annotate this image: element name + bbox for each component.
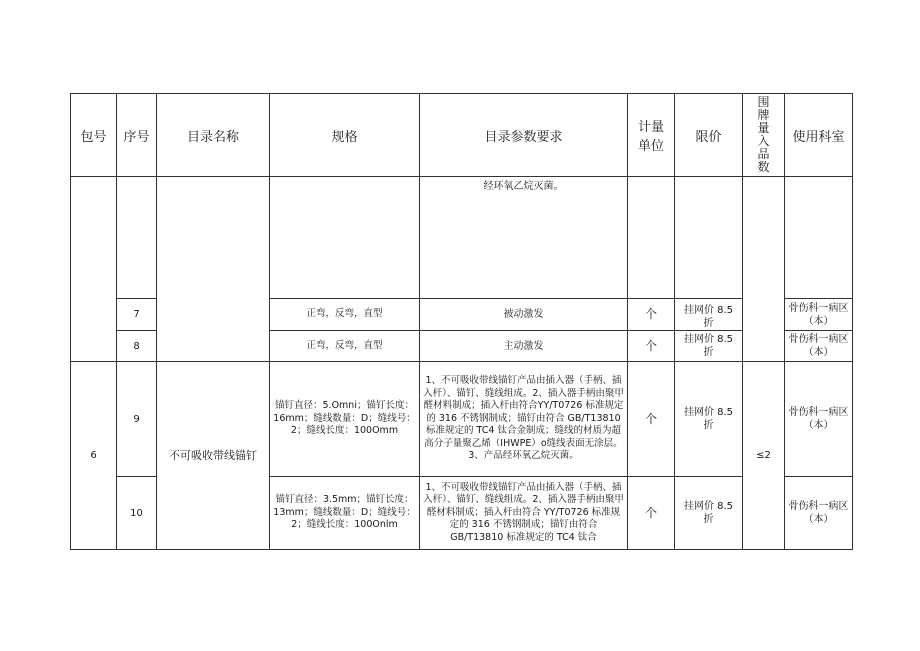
header-mulu-mingcheng: 目录名称 [157,94,270,177]
header-bao-hao: 包号 [71,94,117,177]
cell-seq: 9 [117,362,157,477]
cell-qty: ≤2 [743,362,785,550]
cell-params: 经环氧乙烷灭菌。 [420,177,628,299]
header-guige: 规格 [270,94,420,177]
cell-spec: 锚钉直径：5.Omni；锚钉长度：16mm；缝线数量：D；缝线号：2；缝线长度：100Omm [270,362,420,477]
cell-seq: 8 [117,331,157,362]
table-row-continuation [71,177,853,299]
cell-unit-empty [628,177,675,299]
table-row [71,362,853,477]
header-weipai-char: 量 [757,121,770,135]
cell-dept-empty [785,177,853,299]
header-weipai-ruwei [743,94,785,177]
cell-dept: 骨伤科一病区（本） [785,477,853,550]
cell-seq: 7 [117,299,157,331]
cell-params: 主动激发 [420,331,628,362]
cell-params: 被动激发 [420,299,628,331]
cell-price-empty [675,177,743,299]
cell-spec-empty [270,177,420,299]
header-xianjia: 限价 [675,94,743,177]
cell-qty-empty [743,177,785,362]
cell-spec: 锚钉直径：3.5mm；锚钉长度：13mm；缝线数量：D；缝线号：2；缝线长度：100Onlm [270,477,420,550]
header-row [71,94,853,177]
header-weipai-char: 围 [757,95,770,109]
cell-xu-hao-empty [117,177,157,299]
cell-dept: 骨伤科一病区（本） [785,299,853,331]
header-shiyong-keshi: 使用科室 [785,94,853,177]
cell-price: 挂网价 8.5 折 [675,299,743,331]
header-weipai-char: 入 [757,134,770,148]
cell-unit: 个 [628,299,675,331]
cell-unit: 个 [628,331,675,362]
cell-spec: 正弯，反弯，直型 [270,331,420,362]
cell-params: 1、不可吸收带线锚钉产品由插入器（手柄、插入杆）、锚钉、缝线组成。2、插入器手柄由聚甲醛材料制成；插入杆由符合 YY/T0726 标准规定的 316 不锈钢制成；锚钉由符合 GB/T13810 标准规定的 TC4 钛合 [420,477,628,550]
header-weipai-char: 数 [757,160,770,174]
cell-seq: 10 [117,477,157,550]
cell-price: 挂网价 8.5 折 [675,331,743,362]
cell-name-empty [157,177,270,362]
cell-price: 挂网价 8.5 折 [675,477,743,550]
cell-params: 1、不可吸收带线锚钉产品由插入器（手柄、插入杆）、锚钉、缝线组成。2、插入器手柄由聚甲醛材料制成；插入杆由符合YY/T0726 标准规定的 316 不锈钢制成；锚钉由符合 GB/T13810 标准规定的 TC4 钛合金制成；缝线的材质为超高分子量聚乙烯（IHWPE）o缝线表面无涂层。3、产品经环氧乙烷灭菌。 [420,362,628,477]
header-jiliang-danwei: 计量单位 [628,94,675,177]
header-weipai-char: 品 [757,147,770,161]
cell-spec: 正弯，反弯，直型 [270,299,420,331]
catalog-table [70,93,853,550]
cell-unit: 个 [628,362,675,477]
cell-price: 挂网价 8.5 折 [675,362,743,477]
header-xu-hao: 序号 [117,94,157,177]
cell-dept: 骨伤科一病区（本） [785,362,853,477]
cell-dept: 骨伤科一病区（本） [785,331,853,362]
cell-name: 不可吸收带线锚钉 [157,362,270,550]
cell-bao-hao-empty [71,177,117,362]
cell-bao-hao: 6 [71,362,117,550]
header-canshu: 目录参数要求 [420,94,628,177]
header-weipai-char: 牌 [757,108,770,122]
cell-unit: 个 [628,477,675,550]
